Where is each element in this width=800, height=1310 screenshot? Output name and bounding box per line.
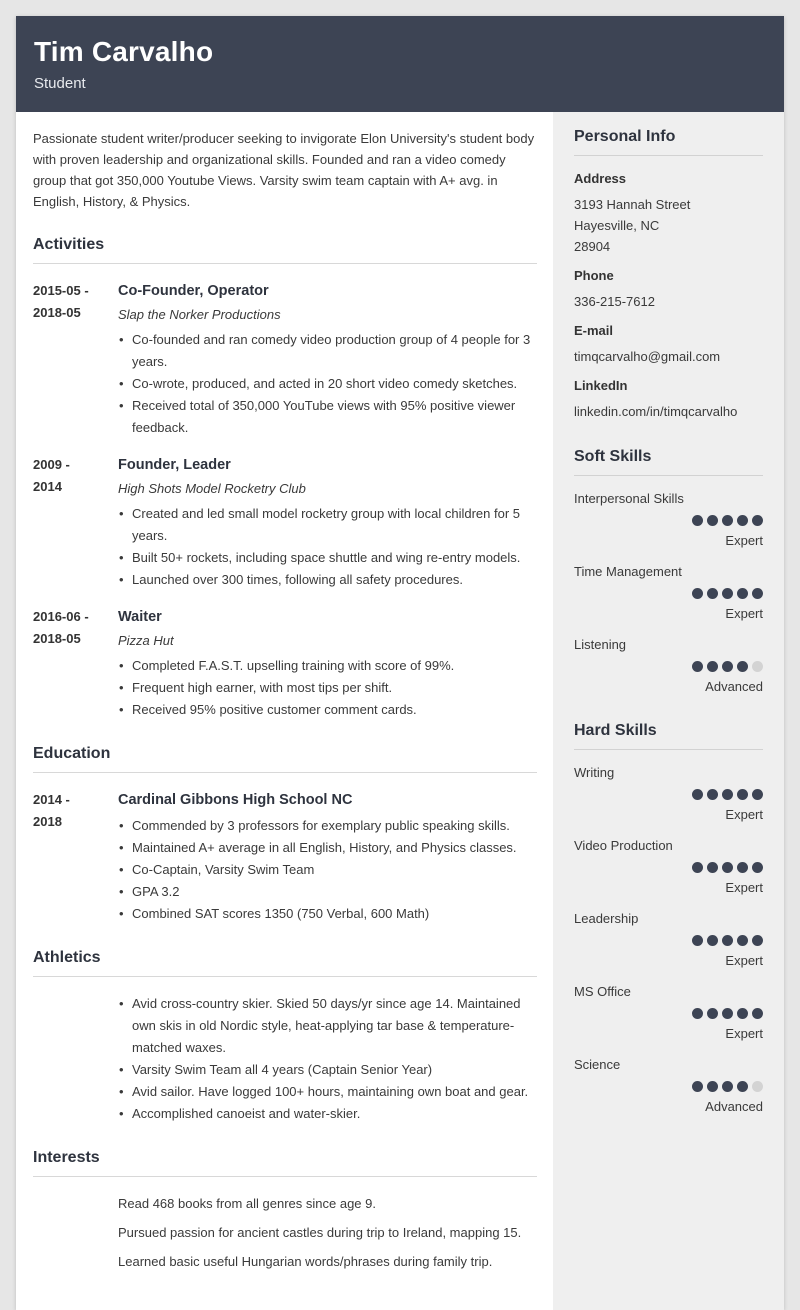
- skill-dot: [707, 1008, 718, 1019]
- skill-level: Expert: [725, 606, 763, 621]
- personal-info-field-address: [574, 170, 763, 257]
- entry-content: [118, 606, 537, 721]
- entry-organization: High Shots Model Rocketry Club: [118, 481, 306, 496]
- skill-name: Interpersonal Skills: [574, 491, 684, 506]
- bullet-item: • Avid sailor. Have logged 100+ hours, maintaining own boat and gear.: [118, 1081, 537, 1103]
- entry-title: Cardinal Gibbons High School NC: [118, 792, 353, 808]
- entry-content: [118, 280, 537, 439]
- activity-entry: [33, 280, 537, 439]
- skill-name: Writing: [574, 765, 615, 780]
- skill-rating-dots: [574, 935, 763, 946]
- skill-rating-dots: [574, 515, 763, 526]
- skill-item: [574, 837, 763, 897]
- date-end: 2018-05: [33, 631, 81, 646]
- skill-name: MS Office: [574, 984, 631, 999]
- date-start: 2009 -: [33, 457, 70, 472]
- date-end: 2018-05: [33, 305, 81, 320]
- skill-item: [574, 910, 763, 970]
- skill-item: [574, 563, 763, 623]
- bullet-item: • Avid cross-country skier. Skied 50 days/yr since age 14. Maintained own skis in old Nordic style, heat-applying tar base & temperature-matched waxes.: [118, 993, 537, 1059]
- bullet-item: • Accomplished canoeist and water-skier.: [118, 1103, 537, 1125]
- section-heading-personal-info: Personal Info: [574, 128, 763, 156]
- resume-header: [16, 16, 784, 112]
- skill-level: Expert: [725, 807, 763, 822]
- date-end: 2014: [33, 479, 62, 494]
- skill-dot: [722, 862, 733, 873]
- personal-info-label: LinkedIn: [574, 378, 628, 393]
- skill-dot: [737, 935, 748, 946]
- skill-dot: [692, 515, 703, 526]
- skill-dot: [707, 515, 718, 526]
- section-heading-activities: Activities: [33, 236, 537, 264]
- skill-item: [574, 764, 763, 824]
- skill-dot: [707, 935, 718, 946]
- skill-dot: [752, 789, 763, 800]
- personal-info-value: Hayesville, NC: [574, 218, 660, 233]
- entry-dates: [33, 789, 118, 925]
- personal-info-field-linkedin: [574, 377, 763, 422]
- skill-dot: [707, 862, 718, 873]
- skill-dot: [707, 661, 718, 672]
- skill-dot: [752, 935, 763, 946]
- skill-name: Leadership: [574, 911, 639, 926]
- skill-dot: [722, 789, 733, 800]
- skill-dot: [722, 661, 733, 672]
- skill-dot: [737, 1008, 748, 1019]
- skill-dot: [707, 789, 718, 800]
- personal-info-value: 336-215-7612: [574, 294, 655, 309]
- education-entry: [33, 789, 537, 925]
- interests-list: [118, 1193, 537, 1272]
- section-heading-hard-skills: Hard Skills: [574, 722, 763, 750]
- skill-dot: [722, 588, 733, 599]
- entry-title: Co-Founder, Operator: [118, 283, 269, 299]
- skill-dot: [737, 789, 748, 800]
- skill-dot: [722, 1008, 733, 1019]
- skill-level: Expert: [725, 533, 763, 548]
- bullet-item: • Varsity Swim Team all 4 years (Captain Senior Year): [118, 1059, 537, 1081]
- skill-dot: [752, 588, 763, 599]
- skill-dot: [722, 515, 733, 526]
- date-start: 2015-05 -: [33, 283, 89, 298]
- bullet-item: • Commended by 3 professors for exemplary public speaking skills.: [118, 815, 537, 837]
- bullet-item: • Frequent high earner, with most tips per shift.: [118, 677, 537, 699]
- bullet-item: • Co-Captain, Varsity Swim Team: [118, 859, 537, 881]
- skill-dot: [737, 661, 748, 672]
- entry-content: [118, 454, 537, 591]
- entry-dates: [33, 454, 118, 591]
- skill-dot: [752, 661, 763, 672]
- personal-info-value: timqcarvalho@gmail.com: [574, 349, 721, 364]
- skill-dot: [692, 1081, 703, 1092]
- bullet-item: • Completed F.A.S.T. upselling training with score of 99%.: [118, 655, 537, 677]
- skill-dot: [692, 661, 703, 672]
- resume-body: [16, 112, 784, 1310]
- personal-info-value: linkedin.com/in/timqcarvalho: [574, 404, 738, 419]
- skill-rating-dots: [574, 588, 763, 599]
- activity-entry: [33, 606, 537, 721]
- skill-level: Advanced: [705, 1099, 763, 1114]
- date-end: 2018: [33, 814, 62, 829]
- bullet-item: • Co-wrote, produced, and acted in 20 short video comedy sketches.: [118, 373, 537, 395]
- skill-dot: [737, 1081, 748, 1092]
- skill-dot: [752, 862, 763, 873]
- section-heading-athletics: Athletics: [33, 949, 537, 977]
- skill-rating-dots: [574, 1008, 763, 1019]
- bullet-item: • Combined SAT scores 1350 (750 Verbal, 600 Math): [118, 903, 537, 925]
- skill-item: [574, 636, 763, 696]
- skill-name: Video Production: [574, 838, 673, 853]
- entry-bullets: [118, 655, 537, 721]
- skill-dot: [707, 1081, 718, 1092]
- personal-info-value: 3193 Hannah Street: [574, 197, 691, 212]
- bullet-item: • Launched over 300 times, following all safety procedures.: [118, 569, 537, 591]
- personal-info-label: Address: [574, 171, 627, 186]
- personal-info-field-email: [574, 322, 763, 367]
- resume-page: [16, 16, 784, 1310]
- personal-info-label: E-mail: [574, 323, 614, 338]
- skill-dot: [722, 1081, 733, 1092]
- personal-info-value: 28904: [574, 239, 611, 254]
- skill-dot: [737, 862, 748, 873]
- entry-content: [118, 789, 537, 925]
- skill-item: [574, 983, 763, 1043]
- skill-dot: [707, 588, 718, 599]
- bullet-item: • Created and led small model rocketry group with local children for 5 years.: [118, 503, 537, 547]
- section-heading-education: Education: [33, 745, 537, 773]
- skill-item: [574, 490, 763, 550]
- skill-name: Time Management: [574, 564, 682, 579]
- personal-info-label: Phone: [574, 268, 614, 283]
- candidate-title: Student: [34, 75, 86, 92]
- entry-organization: Slap the Norker Productions: [118, 307, 281, 322]
- skill-dot: [752, 515, 763, 526]
- main-column: [16, 112, 553, 1310]
- skill-rating-dots: [574, 661, 763, 672]
- skill-dot: [692, 862, 703, 873]
- bullet-item: • Received 95% positive customer comment cards.: [118, 699, 537, 721]
- skill-rating-dots: [574, 862, 763, 873]
- skill-dot: [737, 588, 748, 599]
- skill-dot: [692, 1008, 703, 1019]
- bullet-item: • Co-founded and ran comedy video production group of 4 people for 3 years.: [118, 329, 537, 373]
- skill-level: Expert: [725, 1026, 763, 1041]
- entry-bullets: [118, 815, 537, 925]
- section-heading-interests: Interests: [33, 1149, 537, 1177]
- candidate-name: Tim Carvalho: [34, 36, 214, 67]
- skill-rating-dots: [574, 1081, 763, 1092]
- section-heading-soft-skills: Soft Skills: [574, 448, 763, 476]
- summary-text: Passionate student writer/producer seeking to invigorate Elon University's student body with proven leadership and organizational skills. Founded and ran a video comedy group that got 350,000 Youtube Views. Varsity swim team captain with A+ avg. in English, History, & Physics.: [33, 131, 535, 209]
- activity-entry: [33, 454, 537, 591]
- interest-item: Learned basic useful Hungarian words/phrases during family trip.: [118, 1254, 493, 1269]
- skill-dot: [722, 935, 733, 946]
- skill-name: Listening: [574, 637, 627, 652]
- entry-bullets: [118, 329, 537, 439]
- bullet-item: • GPA 3.2: [118, 881, 537, 903]
- bullet-item: • Built 50+ rockets, including space shuttle and wing re-entry models.: [118, 547, 537, 569]
- skill-dot: [737, 515, 748, 526]
- entry-title: Waiter: [118, 609, 162, 625]
- personal-info-field-phone: [574, 267, 763, 312]
- date-start: 2016-06 -: [33, 609, 89, 624]
- entry-bullets: [118, 503, 537, 591]
- skill-level: Advanced: [705, 679, 763, 694]
- entry-title: Founder, Leader: [118, 457, 231, 473]
- skill-dot: [752, 1081, 763, 1092]
- skill-dot: [692, 789, 703, 800]
- skill-dot: [752, 1008, 763, 1019]
- bullet-item: • Received total of 350,000 YouTube views with 95% positive viewer feedback.: [118, 395, 537, 439]
- sidebar-column: [553, 112, 784, 1310]
- skill-rating-dots: [574, 789, 763, 800]
- skill-level: Expert: [725, 880, 763, 895]
- bullet-item: • Maintained A+ average in all English, History, and Physics classes.: [118, 837, 537, 859]
- entry-dates: [33, 606, 118, 721]
- athletics-bullets: [118, 993, 537, 1125]
- skill-dot: [692, 935, 703, 946]
- interest-item: Read 468 books from all genres since age 9.: [118, 1196, 376, 1211]
- entry-dates: [33, 280, 118, 439]
- date-start: 2014 -: [33, 792, 70, 807]
- skill-level: Expert: [725, 953, 763, 968]
- entry-organization: Pizza Hut: [118, 633, 174, 648]
- skill-name: Science: [574, 1057, 621, 1072]
- skill-item: [574, 1056, 763, 1116]
- skill-dot: [692, 588, 703, 599]
- interest-item: Pursued passion for ancient castles during trip to Ireland, mapping 15.: [118, 1225, 522, 1240]
